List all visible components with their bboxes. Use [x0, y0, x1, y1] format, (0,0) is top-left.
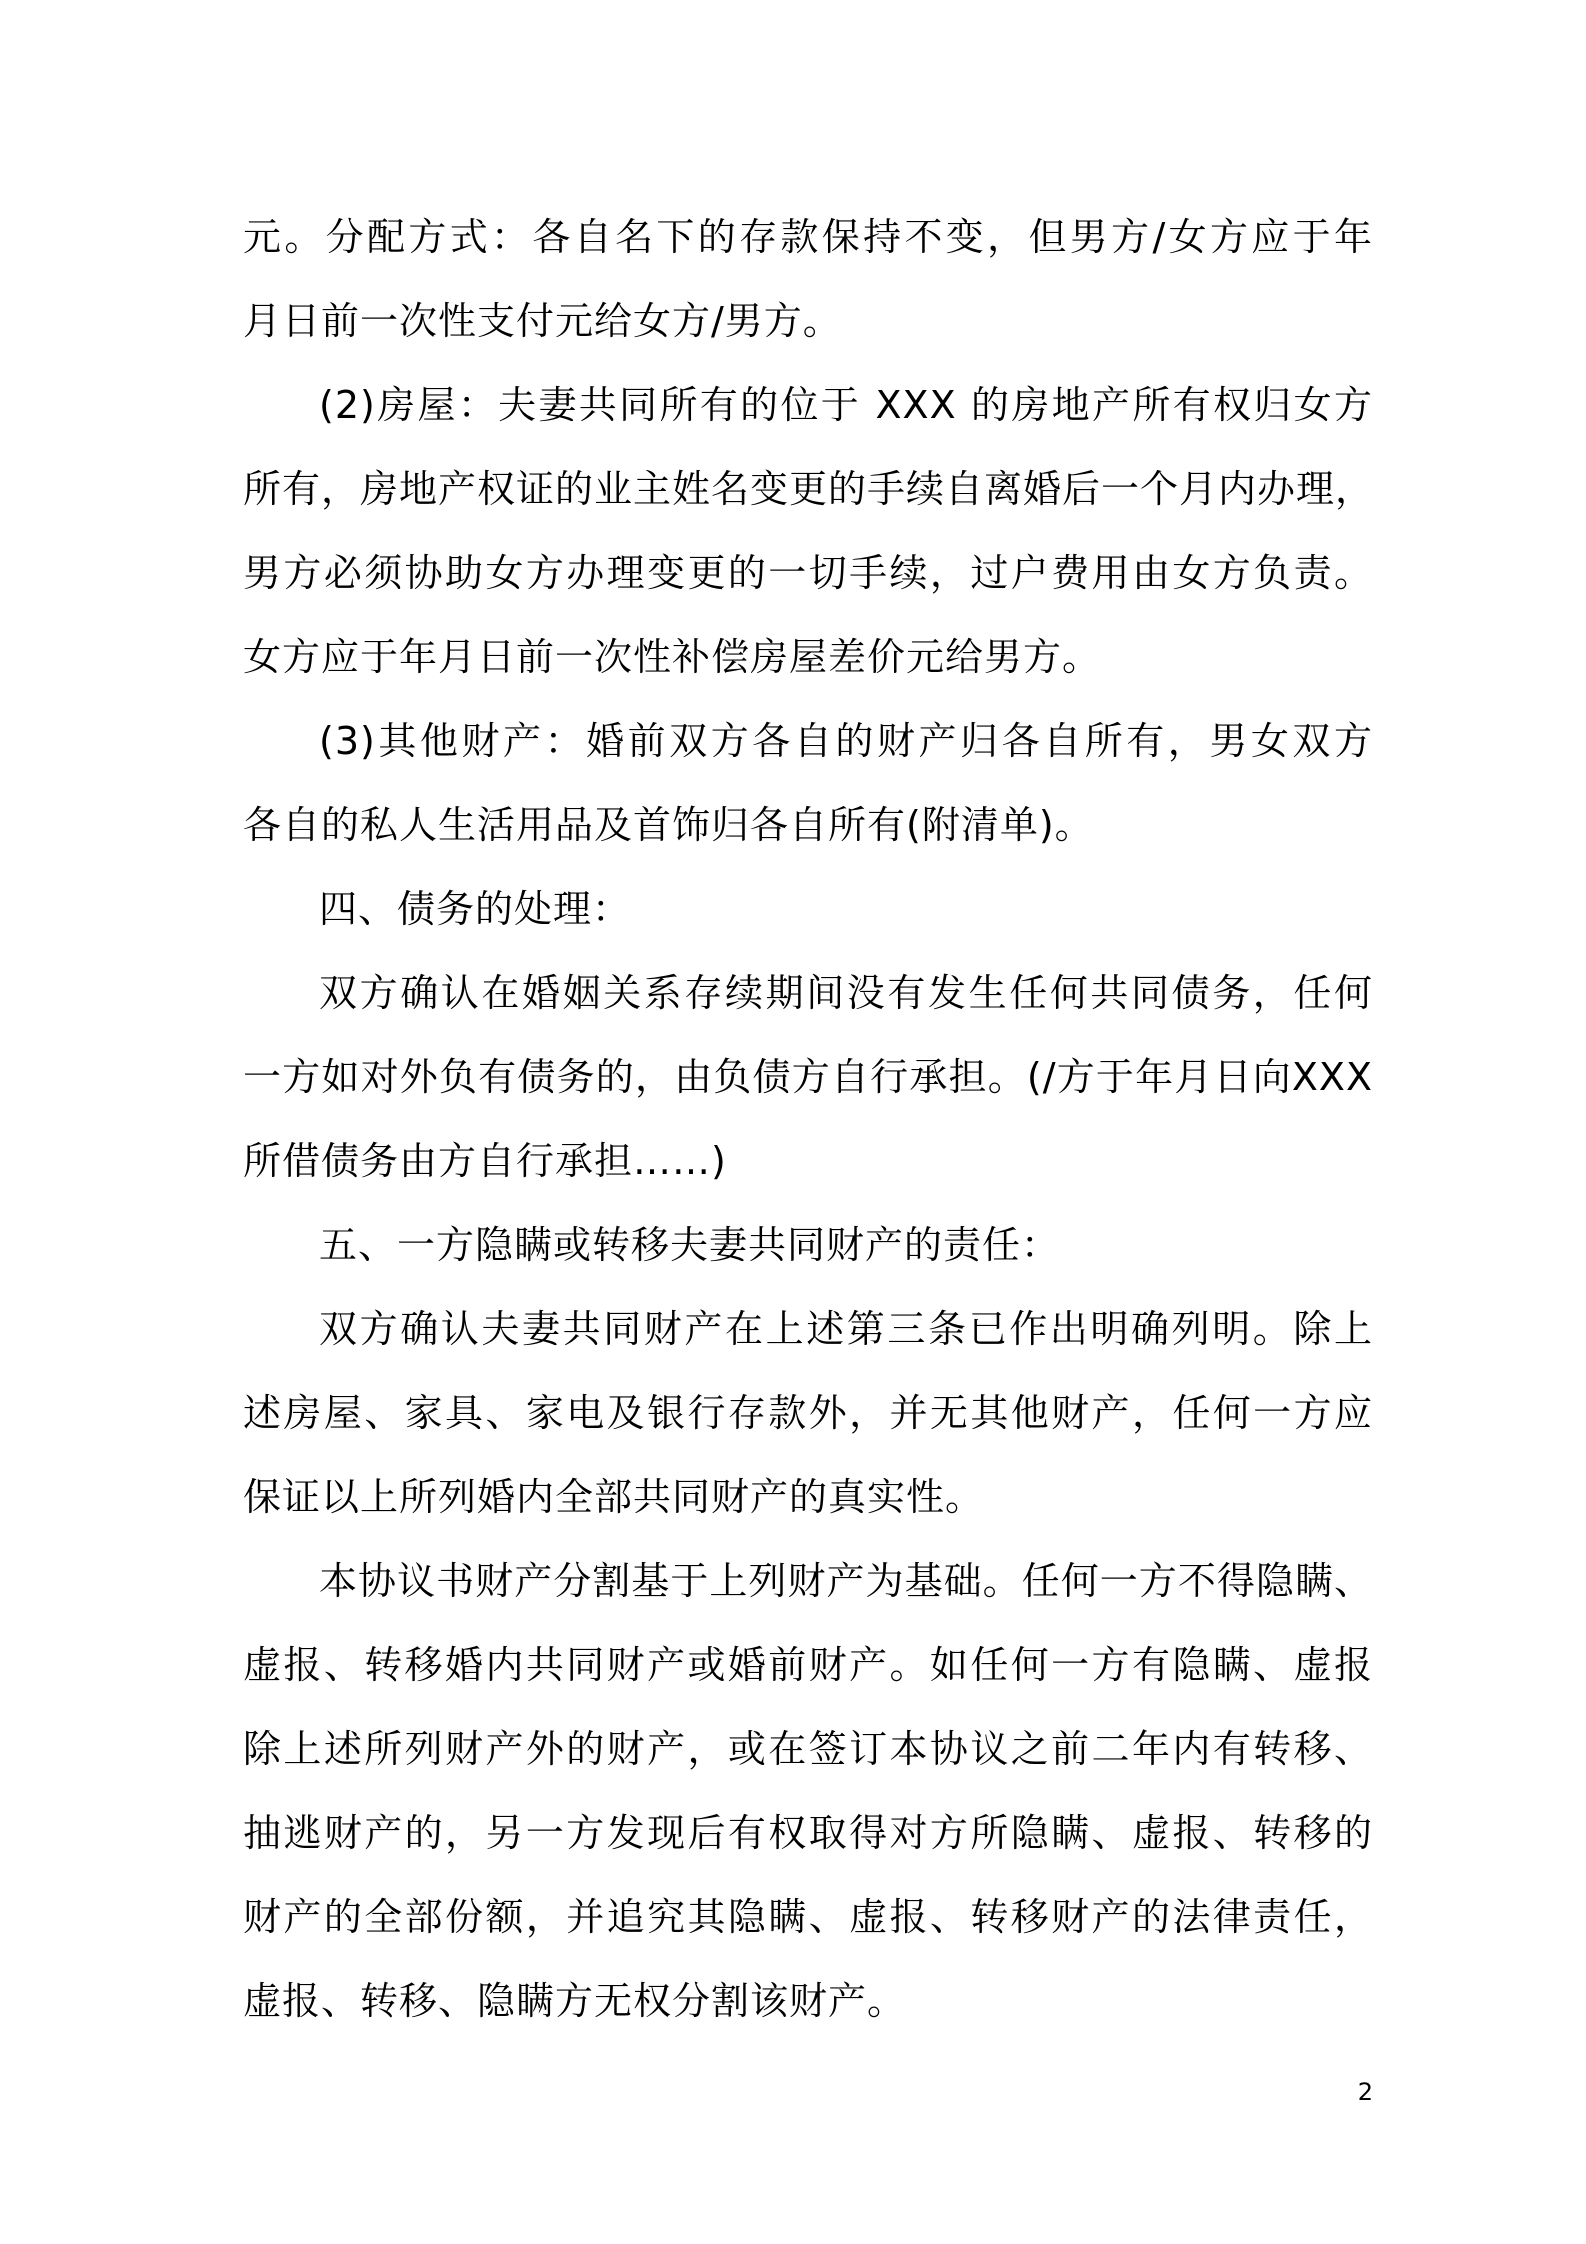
text-line: 双方确认在婚姻关系存续期间没有发生任何共同债务，任何 [319, 971, 1373, 1015]
text-line: 所有，房地产权证的业主姓名变更的手续自离婚后一个月内办理， [243, 467, 1375, 511]
text-line: (2)房屋：夫妻共同所有的位于 XXX 的房地产所有权归女方 [319, 383, 1373, 427]
text-line: 除上述所列财产外的财产，或在签订本协议之前二年内有转移、 [243, 1727, 1373, 1771]
text-line: 述房屋、家具、家电及银行存款外，并无其他财产，任何一方应 [243, 1391, 1373, 1435]
text-line: 财产的全部份额，并追究其隐瞒、虚报、转移财产的法律责任， [243, 1895, 1373, 1939]
text-line: 所借债务由方自行承担……) [243, 1139, 727, 1183]
text-line: 保证以上所列婚内全部共同财产的真实性。 [243, 1475, 985, 1519]
text-line: 男方必须协助女方办理变更的一切手续，过户费用由女方负责。 [243, 551, 1373, 595]
text-line: 双方确认夫妻共同财产在上述第三条已作出明确列明。除上 [319, 1307, 1373, 1351]
page-number: 2 [1357, 2078, 1373, 2106]
text-line: 月日前一次性支付元给女方/男方。 [243, 299, 842, 343]
text-line: (3)其他财产：婚前双方各自的财产归各自所有，男女双方 [319, 719, 1373, 763]
text-line: 一方如对外负有债务的，由负债方自行承担。(/方于年月日向XXX [243, 1055, 1373, 1099]
document-body [243, 195, 1373, 2043]
text-line: 虚报、转移、隐瞒方无权分割该财产。 [243, 1979, 907, 2023]
text-line: 女方应于年月日前一次性补偿房屋差价元给男方。 [243, 635, 1102, 679]
text-line: 本协议书财产分割基于上列财产为基础。任何一方不得隐瞒、 [319, 1559, 1373, 1603]
text-line: 虚报、转移婚内共同财产或婚前财产。如任何一方有隐瞒、虚报 [243, 1643, 1373, 1687]
text-line: 元。分配方式：各自名下的存款保持不变，但男方/女方应于年 [243, 215, 1373, 259]
section-heading: 五、一方隐瞒或转移夫妻共同财产的责任： [319, 1223, 1061, 1267]
text-line: 抽逃财产的，另一方发现后有权取得对方所隐瞒、虚报、转移的 [243, 1811, 1373, 1855]
section-heading: 四、债务的处理： [319, 887, 632, 931]
text-line: 各自的私人生活用品及首饰归各自所有(附清单)。 [243, 803, 1094, 847]
